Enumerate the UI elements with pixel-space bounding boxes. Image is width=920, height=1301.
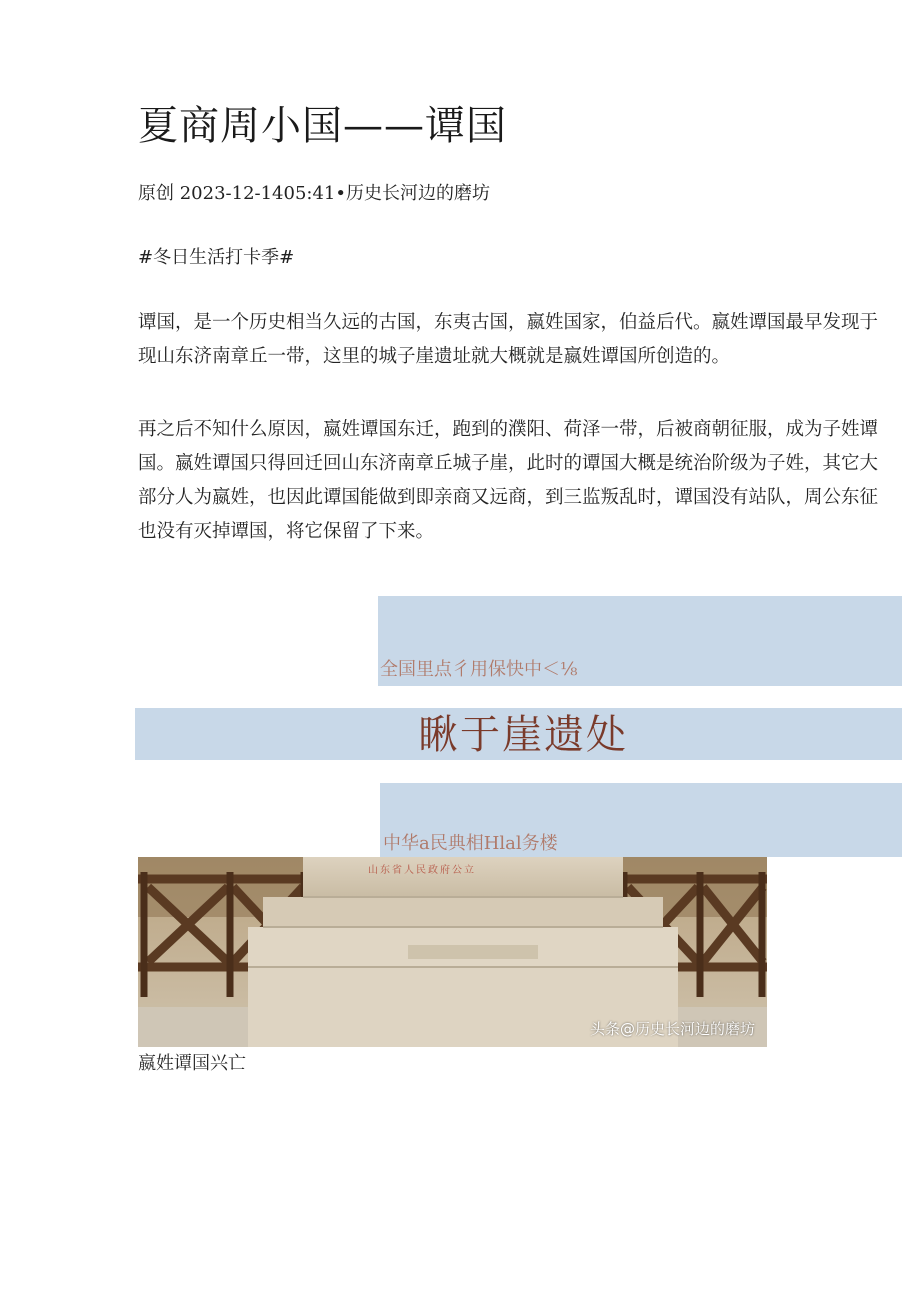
image-text-line-1: 全国里点彳用保快中＜⅛ xyxy=(380,659,578,680)
article-title: 夏商周小国——谭国 xyxy=(138,103,507,149)
image-caption: 嬴姓谭国兴亡 xyxy=(138,1053,246,1074)
article-tag[interactable]: #冬日生活打卡季# xyxy=(138,247,295,268)
photo-watermark: 头条@历史长河边的磨坊 xyxy=(589,1020,755,1038)
article-paragraph-2: 再之后不知什么原因，嬴姓谭国东迁，跑到的濮阳、荷泽一带，后被商朝征服，成为子姓谭国。嬴姓谭国只得回迁回山东济南章丘城子崖，此时的谭国大概是统治阶级为子姓，其它大部分人为嬴姓，也因此谭国能做到即亲商又远商，到三监叛乱时，谭国没有站队，周公东征也没有灭掉谭国，将它保留了下来。 xyxy=(138,419,879,542)
stone-inscription: 山东省人民政府公立 xyxy=(368,865,476,876)
article-paragraph-1: 谭国，是一个历史相当久远的古国，东夷古国，嬴姓国家，伯益后代。嬴姓谭国最早发现于现山东济南章丘一带，这里的城子崖遗址就大概就是嬴姓谭国所创造的。 xyxy=(138,312,879,367)
image-text-line-2: 瞅于崖遗处 xyxy=(418,712,628,758)
monument-photo xyxy=(138,857,767,1047)
image-text-line-3: 中华a民典相Hlal务楼 xyxy=(383,833,558,854)
article-meta: 原创 2023-12-1405:41•历史长河边的磨坊 xyxy=(138,183,490,204)
